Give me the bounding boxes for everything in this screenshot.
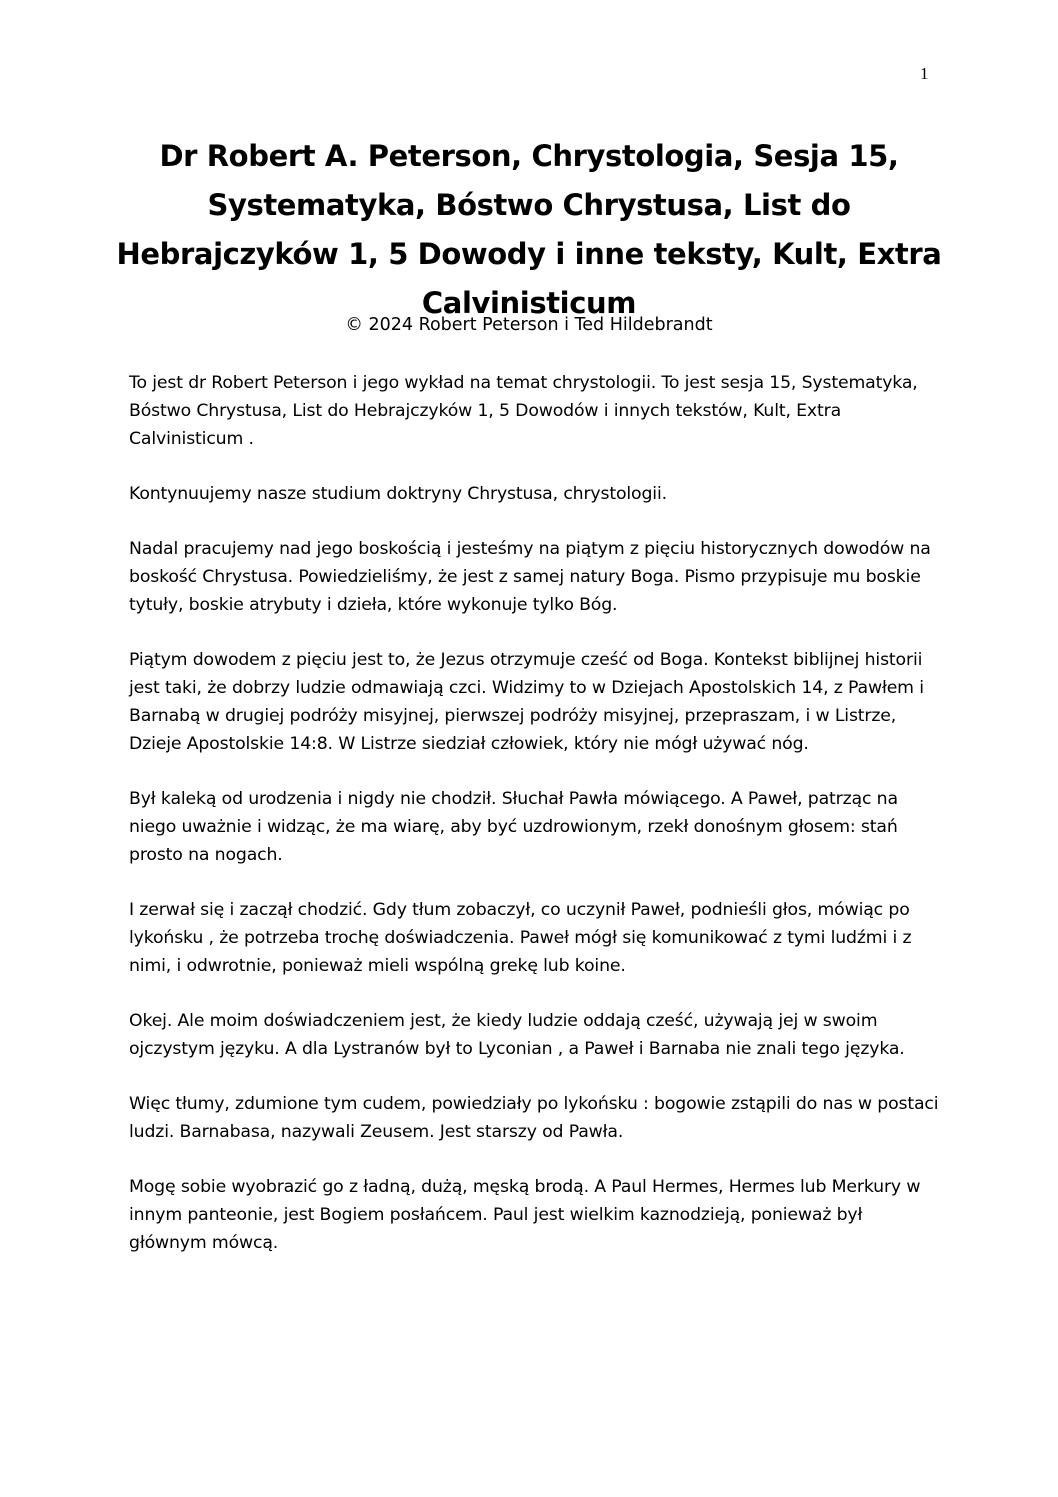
paragraph: Więc tłumy, zdumione tym cudem, powiedziały po lykońsku : bogowie zstąpili do nas w postaci ludzi. Barnabasa, nazywali Zeusem. Jest starszy od Pawła. xyxy=(129,1094,939,1142)
document-title: Dr Robert A. Peterson, Chrystologia, Sesja 15, Systematyka, Bóstwo Chrystusa, List do Hebrajczyków 1, 5 Dowody i inne teksty, Kult, Extra Calvinisticum xyxy=(116,139,942,320)
paragraph: To jest dr Robert Peterson i jego wykład na temat chrystologii. To jest sesja 15, Systematyka, Bóstwo Chrystusa, List do Hebrajczyków 1, 5 Dowodów i innych tekstów, Kult, Extra Calvinisticum . xyxy=(129,373,918,449)
paragraph: Kontynuujemy nasze studium doktryny Chrystusa, chrystologii. xyxy=(129,484,667,504)
copyright-line: © 2024 Robert Peterson i Ted Hildebrandt xyxy=(345,315,713,335)
paragraph: Mogę sobie wyobrazić go z ładną, dużą, męską brodą. A Paul Hermes, Hermes lub Merkury w innym panteonie, jest Bogiem posłańcem. Paul jest wielkim kaznodzieją, ponieważ był głównym mówcą. xyxy=(129,1177,921,1253)
paragraph: I zerwał się i zaczął chodzić. Gdy tłum zobaczył, co uczynił Paweł, podnieśli głos, mówiąc po lykońsku , że potrzeba trochę doświadczenia. Paweł mógł się komunikować z tymi ludźmi i z nimi, i odwrotnie, ponieważ mieli wspólną grekę lub koine. xyxy=(129,900,912,976)
document-body xyxy=(129,369,939,1284)
paragraph: Był kaleką od urodzenia i nigdy nie chodził. Słuchał Pawła mówiącego. A Paweł, patrząc na niego uważnie i widząc, że ma wiarę, aby być uzdrowionym, rzekł donośnym głosem: stań prosto na nogach. xyxy=(129,789,898,865)
paragraph: Nadal pracujemy nad jego boskością i jesteśmy na piątym z pięciu historycznych dowodów na boskość Chrystusa. Powiedzieliśmy, że jest z samej natury Boga. Pismo przypisuje mu boskie tytuły, boskie atrybuty i dzieła, które wykonuje tylko Bóg. xyxy=(129,539,931,615)
page-number: 1 xyxy=(920,64,929,83)
paragraph: Okej. Ale moim doświadczeniem jest, że kiedy ludzie oddają cześć, używają jej w swoim ojczystym języku. A dla Lystranów był to Lyconian , a Paweł i Barnaba nie znali tego języka. xyxy=(129,1011,905,1059)
paragraph: Piątym dowodem z pięciu jest to, że Jezus otrzymuje cześć od Boga. Kontekst biblijnej historii jest taki, że dobrzy ludzie odmawiają czci. Widzimy to w Dziejach Apostolskich 14, z Pawłem i Barnabą w drugiej podróży misyjnej, pierwszej podróży misyjnej, przepraszam, i w Listrze, Dzieje Apostolskie 14:8. W Listrze siedział człowiek, który nie mógł używać nóg. xyxy=(129,650,924,754)
